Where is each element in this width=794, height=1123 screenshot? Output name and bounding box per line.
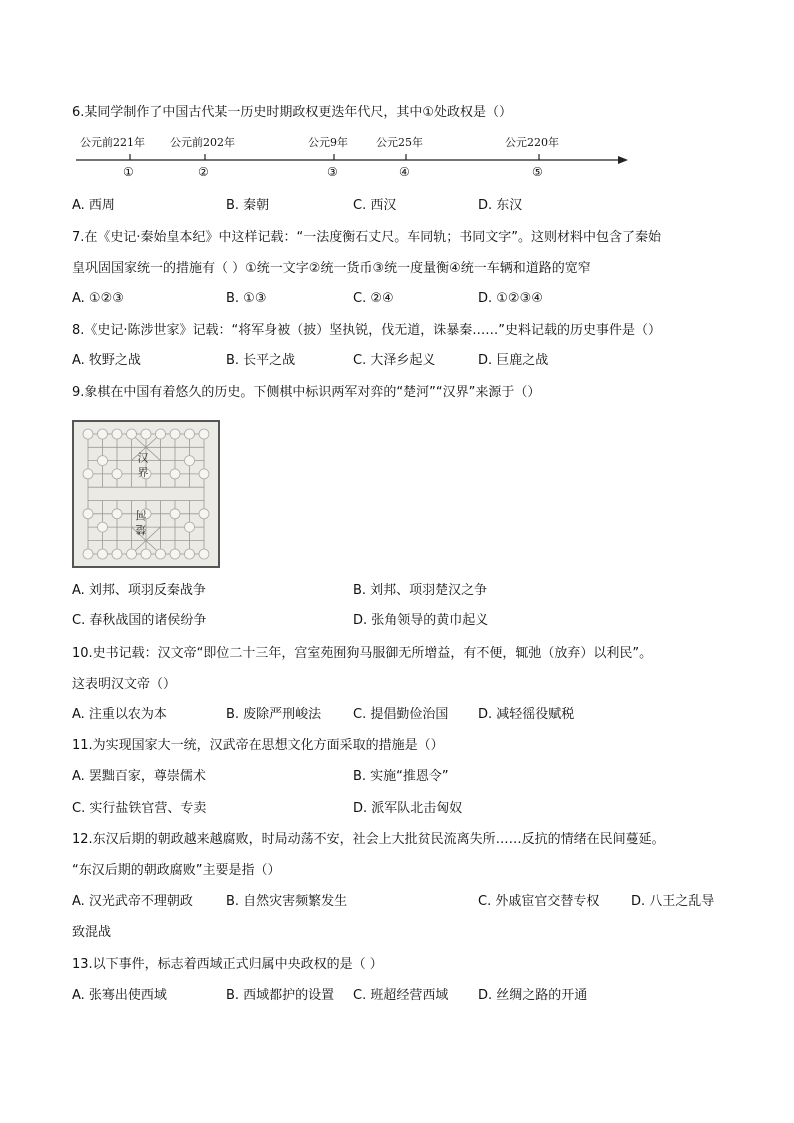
- option-c[interactable]: C. 大泽乡起义: [353, 353, 436, 368]
- option-b[interactable]: B. 实施“推恩令”: [353, 769, 449, 784]
- timeline-ruler: [72, 134, 632, 190]
- question-9-stem: 9.象棋在中国有着悠久的历史。下侧棋中标识两军对弈的“楚河”“汉界”来源于（）: [72, 385, 541, 400]
- option-d[interactable]: D. 巨鹿之战: [478, 353, 549, 368]
- question-11-options-row1: [72, 768, 752, 786]
- river-label-han: 汉 界: [136, 452, 149, 478]
- question-8-options: [72, 352, 752, 370]
- option-c[interactable]: C. 班超经营西域: [353, 988, 449, 1003]
- option-a[interactable]: A. 张骞出使西域: [72, 988, 167, 1003]
- option-d[interactable]: D. 东汉: [478, 198, 523, 213]
- option-a[interactable]: A. 罢黜百家，尊崇儒术: [72, 769, 206, 784]
- timeline-marker-1: ①: [123, 165, 134, 179]
- option-c[interactable]: C. 提倡勤俭治国: [353, 707, 449, 722]
- timeline-marker-4: ④: [399, 165, 410, 179]
- timeline-marker-5: ⑤: [532, 165, 543, 179]
- timeline-marker-3: ③: [327, 165, 338, 179]
- option-b[interactable]: B. 长平之战: [226, 353, 296, 368]
- chinese-chess-board-image: [72, 420, 220, 568]
- option-c[interactable]: C. ②④: [353, 291, 394, 306]
- option-b[interactable]: B. 自然灾害频繁发生: [226, 894, 348, 909]
- timeline-label-2: 公元前202年: [170, 136, 235, 149]
- option-b[interactable]: B. 秦朝: [226, 198, 270, 213]
- question-10-options: [72, 706, 752, 724]
- timeline-label-4: 公元25年: [376, 136, 423, 149]
- question-7-options: [72, 290, 752, 308]
- option-c[interactable]: C. 外戚宦官交替专权: [478, 894, 600, 909]
- question-10-stem-line1: 10.史书记载：汉文帝“即位二十三年，宫室苑囿狗马服御无所增益，有不便，辄弛（放弃）以利民”。: [72, 646, 653, 661]
- option-d[interactable]: D. 派军队北击匈奴: [353, 801, 463, 816]
- timeline-label-5: 公元220年: [505, 136, 559, 149]
- timeline-label-3: 公元9年: [308, 136, 348, 149]
- option-c[interactable]: C. 春秋战国的诸侯纷争: [72, 613, 207, 628]
- question-12-stem-line2: “东汉后期的朝政腐败”主要是指（）: [72, 863, 281, 878]
- question-7-stem-line1: 7.在《史记·秦始皇本纪》中这样记载：“一法度衡石丈尺。车同轨；书同文字”。这则材料中包含了秦始: [72, 230, 662, 245]
- option-c[interactable]: C. 实行盐铁官营、专卖: [72, 801, 207, 816]
- question-6-stem: 6.某同学制作了中国古代某一历史时期政权更迭年代尺，其中①处政权是（）: [72, 105, 513, 120]
- option-a[interactable]: A. 牧野之战: [72, 353, 141, 368]
- question-9-options-row2: [72, 612, 752, 630]
- question-12-stem-line1: 12.东汉后期的朝政越来越腐败，时局动荡不安，社会上大批贫民流离失所……反抗的情绪在民间蔓延。: [72, 832, 665, 847]
- option-a[interactable]: A. ①②③: [72, 291, 124, 306]
- option-a[interactable]: A. 刘邦、项羽反秦战争: [72, 583, 206, 598]
- option-d[interactable]: D. 张角领导的黄巾起义: [353, 613, 489, 628]
- option-d[interactable]: D. ①②③④: [478, 291, 543, 306]
- question-7-stem-line2: 皇巩固国家统一的措施有（ ）①统一文字②统一货币③统一度量衡④统一车辆和道路的宽窄: [72, 261, 591, 276]
- question-11-stem: 11.为实现国家大一统，汉武帝在思想文化方面采取的措施是（）: [72, 738, 444, 753]
- board-grid: [74, 422, 218, 566]
- question-11-options-row2: [72, 800, 752, 818]
- option-a[interactable]: A. 汉光武帝不理朝政: [72, 894, 193, 909]
- option-a[interactable]: A. 注重以农为本: [72, 707, 167, 722]
- option-c[interactable]: C. 西汉: [353, 198, 397, 213]
- timeline-marker-2: ②: [198, 165, 209, 179]
- question-12-option-d-wrap: 致混战: [72, 925, 112, 940]
- question-13-options: [72, 987, 752, 1005]
- question-8-stem: 8.《史记·陈涉世家》记载：“将军身被（披）坚执锐，伐无道，诛暴秦……”史料记载的历史事件是（）: [72, 323, 662, 338]
- option-b[interactable]: B. 刘邦、项羽楚汉之争: [353, 583, 488, 598]
- option-b[interactable]: B. 西域都护的设置: [226, 988, 335, 1003]
- question-6-options: [72, 197, 752, 215]
- question-13-stem: 13.以下事件，标志着西域正式归属中央政权的是（ ）: [72, 957, 383, 972]
- option-a[interactable]: A. 西周: [72, 198, 115, 213]
- option-d[interactable]: D. 丝绸之路的开通: [478, 988, 588, 1003]
- question-9-options-row1: [72, 582, 752, 600]
- option-b[interactable]: B. ①③: [226, 291, 267, 306]
- timeline-label-1: 公元前221年: [80, 136, 145, 149]
- question-10-stem-line2: 这表明汉文帝（）: [72, 677, 177, 692]
- option-b[interactable]: B. 废除严刑峻法: [226, 707, 322, 722]
- question-12-options: [72, 893, 752, 911]
- option-d[interactable]: D. 八王之乱导: [631, 894, 715, 909]
- river-label-chu: 楚 河: [135, 510, 148, 536]
- option-d[interactable]: D. 减轻徭役赋税: [478, 707, 575, 722]
